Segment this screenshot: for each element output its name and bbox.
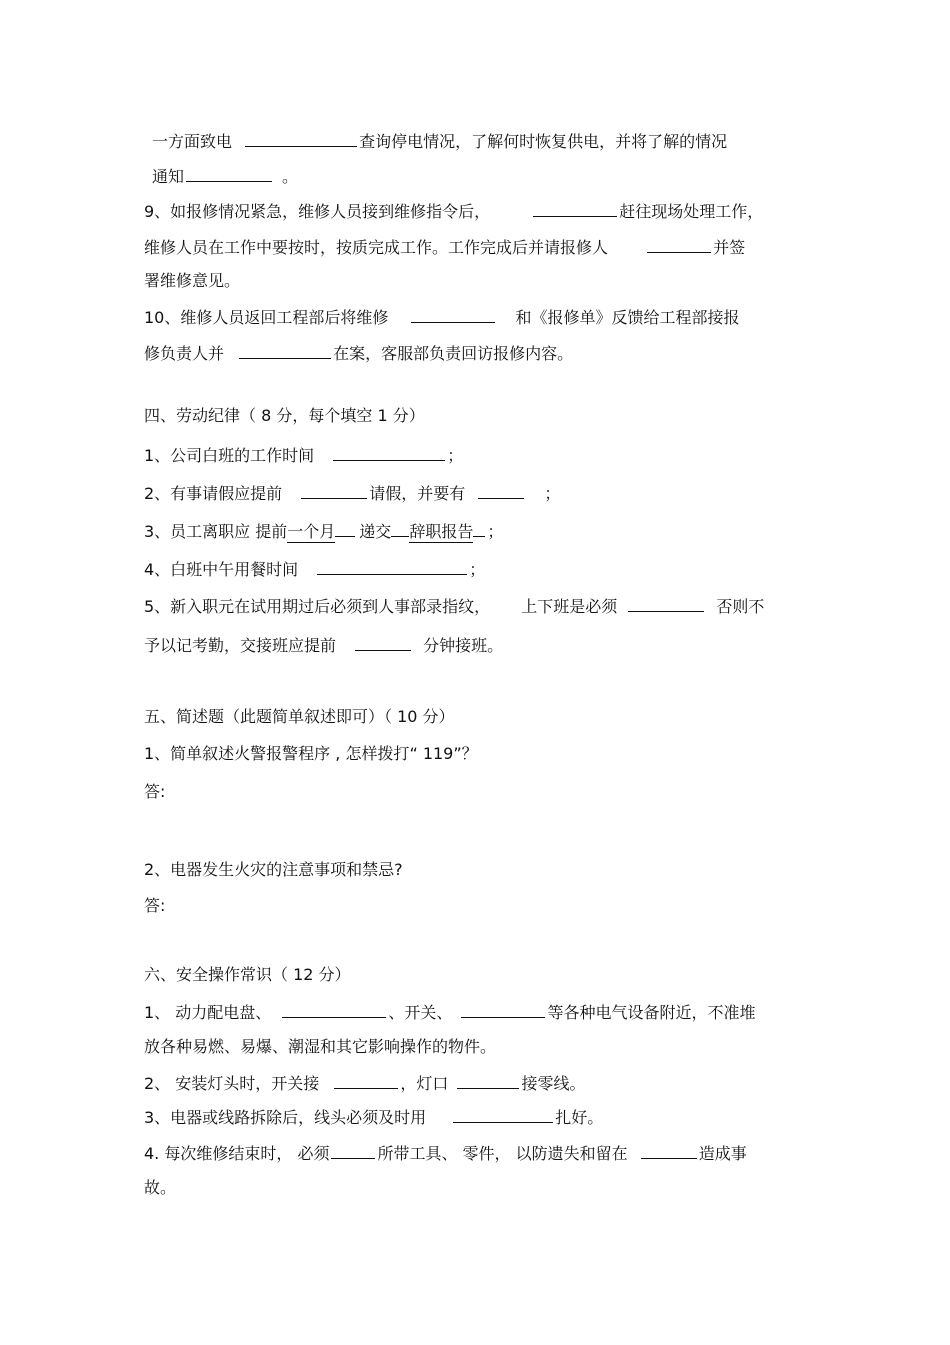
blank-line (628, 594, 704, 612)
blank-line (647, 235, 711, 253)
blank-line (239, 341, 331, 359)
blank-line (245, 129, 357, 147)
text: 2、 安装灯头时，开关接 (144, 1074, 320, 1093)
text: 否则不 (716, 597, 765, 616)
section-heading: 五、简述题（此题简单叙述即可）（ 10 分） (144, 707, 455, 726)
blank-line (461, 1000, 545, 1018)
text: 3、电器或线路拆除后，线头必须及时用 (144, 1108, 427, 1127)
question-1: 1、简单叙述火警报警程序 , 怎样拨打“ 119”？ (144, 744, 478, 763)
answer-text: 辞职报告 (409, 522, 474, 541)
text: 所带工具、 零件， 以防遗失和留在 (377, 1144, 628, 1163)
text: 一方面致电 (152, 132, 233, 151)
text: ，灯口 (400, 1074, 449, 1093)
blank-line (457, 1071, 519, 1089)
text-line: 放各种易燃、易爆、潮湿和其它影响操作的物件。 (144, 1037, 497, 1056)
text: ； (544, 484, 561, 503)
blank-line (355, 633, 411, 651)
text-line (144, 235, 745, 257)
text: 1、 动力配电盘、 (144, 1003, 272, 1022)
text: 。 (282, 167, 299, 186)
text: 递交 (359, 522, 392, 541)
answer-text: 一个月 (287, 522, 336, 541)
blank-line (478, 481, 524, 499)
question-10 (144, 305, 739, 327)
question-4 (144, 557, 485, 579)
question-2 (144, 481, 560, 503)
blank-line (473, 519, 485, 537)
text-line (152, 164, 298, 186)
blank-line (641, 1141, 697, 1159)
text: 请假，并要有 (369, 484, 466, 503)
answer-label: 答: (144, 896, 166, 915)
answer-label: 答: (144, 782, 166, 801)
text: 上下班是必须 (521, 597, 618, 616)
text: 在案，客服部负责回访报修内容。 (333, 344, 574, 363)
text: 和《报修单》反馈给工程部接报 (515, 308, 740, 327)
text: ； (447, 446, 464, 465)
section-heading: 四、劳动纪律（ 8 分，每个填空 1 分） (144, 406, 425, 425)
text: 通知 (152, 167, 185, 186)
blank-line (391, 519, 409, 537)
text: ； (487, 522, 504, 541)
text: 10、维修人员返回工程部后将维修 (144, 308, 389, 327)
question-2 (144, 1071, 586, 1093)
text: 维修人员在工作中要按时，按质完成工作。工作完成后并请报修人 (144, 238, 609, 257)
question-1 (144, 443, 463, 465)
question-3 (144, 1105, 603, 1127)
text-line (144, 341, 573, 363)
blank-line (533, 199, 617, 217)
blank-line (333, 443, 445, 461)
text: 4、白班中午用餐时间 (144, 560, 299, 579)
text-line (144, 270, 240, 292)
text: 3、员工离职应 提前 (144, 522, 288, 541)
text: 造成事 (698, 1144, 747, 1163)
section-heading: 六、安全操作常识（ 12 分） (144, 965, 351, 984)
blank-line (282, 1000, 386, 1018)
text: 查询停电情况，了解何时恢复供电，并将了解的情况 (359, 132, 728, 151)
blank-line (301, 481, 367, 499)
blank-line (186, 164, 272, 182)
blank-line (317, 557, 467, 575)
text-line (144, 633, 503, 655)
text: 2、有事请假应提前 (144, 484, 283, 503)
text: 接零线。 (521, 1074, 586, 1093)
blank-line (453, 1105, 553, 1123)
text: 扎好。 (555, 1108, 604, 1127)
question-2: 2、电器发生火灾的注意事项和禁忌? (144, 860, 403, 879)
text: ； (469, 560, 486, 579)
blank-line (334, 1071, 398, 1089)
text: 等各种电气设备附近，不准堆 (547, 1003, 756, 1022)
text-line (152, 129, 727, 151)
blank-line (331, 1141, 375, 1159)
text: 5、新入职元在试用期过后必须到人事部录指纹， (144, 597, 491, 616)
text: 修负责人并 (144, 344, 225, 363)
text: 4. 每次维修结束时， 必须 (144, 1144, 330, 1163)
text: 署维修意见。 (144, 271, 241, 290)
text: 予以记考勤，交接班应提前 (144, 636, 337, 655)
question-3 (144, 519, 503, 541)
text: 9、如报修情况紧急，维修人员接到维修指令后， (144, 202, 491, 221)
question-1 (144, 1000, 756, 1022)
text: 并签 (713, 238, 746, 257)
question-5 (144, 594, 764, 616)
blank-line (335, 519, 355, 537)
text: 分钟接班。 (423, 636, 504, 655)
text: 、开关、 (388, 1003, 453, 1022)
question-9 (144, 199, 763, 221)
text-line: 故。 (144, 1178, 177, 1197)
text: 1、公司白班的工作时间 (144, 446, 315, 465)
text: 赶往现场处理工作， (619, 202, 764, 221)
question-4 (144, 1141, 747, 1163)
blank-line (411, 305, 495, 323)
